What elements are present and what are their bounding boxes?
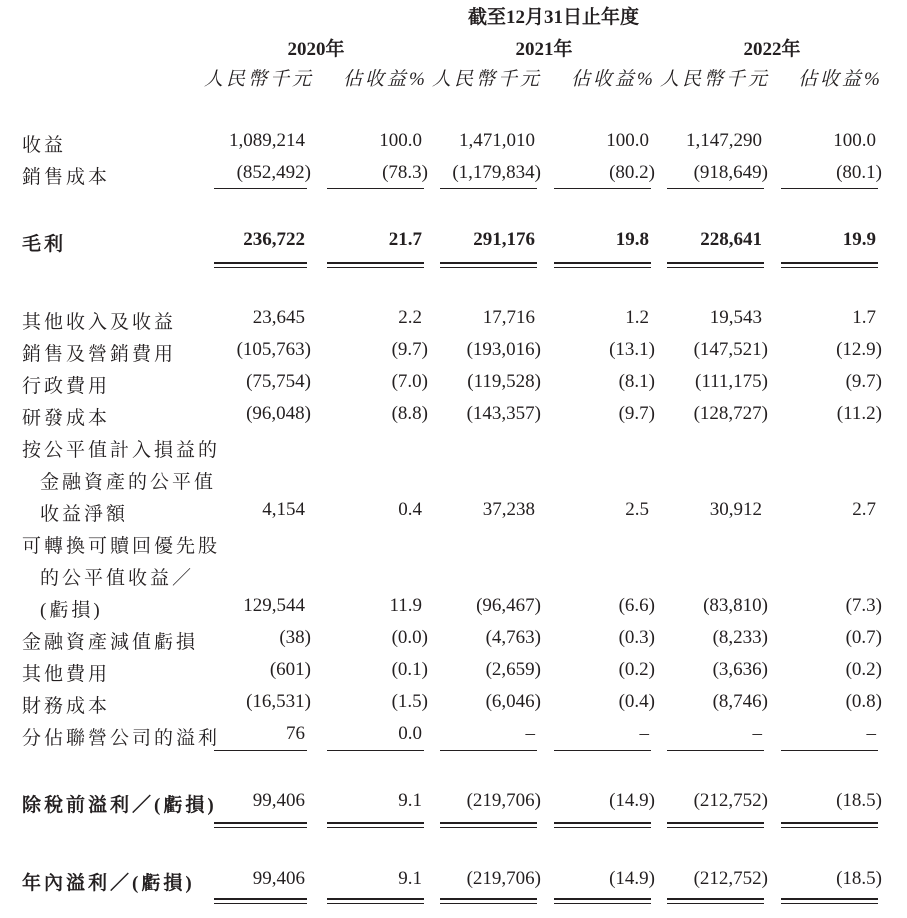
total-double-rule [667, 262, 764, 268]
cell-value: (18.5) [836, 868, 882, 889]
row-label: 的公平值收益／ [40, 568, 195, 589]
cell-value: 19,543 [709, 307, 762, 328]
cell-value: (0.7) [845, 627, 882, 648]
cell-value: 0.4 [398, 499, 422, 520]
cell-value: (7.0) [391, 371, 428, 392]
cell-value: 1,471,010 [459, 130, 535, 151]
cell-value: (7.3) [845, 595, 882, 616]
cell-value: (1.5) [391, 691, 428, 712]
total-double-rule [781, 898, 878, 904]
cell-value: (83,810) [703, 595, 768, 616]
cell-value: – [639, 723, 649, 744]
subtotal-rule [327, 750, 424, 751]
cell-value: 30,912 [709, 499, 762, 520]
row-label: 收益 [22, 135, 67, 156]
total-double-rule [214, 822, 307, 828]
subtotal-rule [440, 188, 537, 189]
cell-value: 100.0 [379, 130, 422, 151]
cell-value: 99,406 [252, 790, 305, 811]
subtotal-rule [667, 188, 764, 189]
cell-value: (18.5) [836, 790, 882, 811]
year-header-2021: 2021年 [515, 39, 573, 60]
row-label: 除稅前溢利／(虧損) [22, 795, 217, 816]
cell-value: (8.8) [391, 403, 428, 424]
cell-value: (0.3) [618, 627, 655, 648]
cell-value: (9.7) [391, 339, 428, 360]
cell-value: (147,521) [693, 339, 768, 360]
row-label: 金融資產減值虧損 [22, 632, 199, 653]
cell-value: (219,706) [466, 868, 541, 889]
cell-value: 1.2 [625, 307, 649, 328]
cell-value: 76 [286, 723, 305, 744]
cell-value: 1,147,290 [686, 130, 762, 151]
cell-value: (119,528) [467, 371, 541, 392]
row-label: 按公平值計入損益的 [22, 440, 221, 461]
cell-value: (852,492) [236, 162, 311, 183]
row-label: 銷售及營銷費用 [22, 344, 177, 365]
cell-value: 291,176 [473, 229, 535, 250]
cell-value: – [752, 723, 762, 744]
unit-rmb-2021: 人民幣千元 [432, 69, 543, 90]
cell-value: (38) [279, 627, 311, 648]
cell-value: (11.2) [836, 403, 882, 424]
cell-value: (96,048) [246, 403, 311, 424]
cell-value: (8.1) [618, 371, 655, 392]
cell-value: (78.3) [382, 162, 428, 183]
cell-value: 21.7 [388, 229, 422, 250]
total-double-rule [327, 262, 424, 268]
cell-value: (8,233) [712, 627, 768, 648]
cell-value: (0.0) [391, 627, 428, 648]
row-label: 行政費用 [22, 376, 111, 397]
total-double-rule [440, 262, 537, 268]
cell-value: 1,089,214 [229, 130, 305, 151]
cell-value: 100.0 [606, 130, 649, 151]
cell-value: (8,746) [712, 691, 768, 712]
cell-value: 9.1 [398, 868, 422, 889]
row-label: 其他費用 [22, 664, 111, 685]
cell-value: (2,659) [485, 659, 541, 680]
cell-value: (219,706) [466, 790, 541, 811]
subtotal-rule [781, 188, 878, 189]
cell-value: 228,641 [700, 229, 762, 250]
cell-value: (80.1) [836, 162, 882, 183]
row-label: 可轉換可贖回優先股 [22, 536, 221, 557]
row-label: 年內溢利／(虧損) [22, 873, 195, 894]
cell-value: (9.7) [845, 371, 882, 392]
row-label: 毛利 [22, 234, 67, 255]
cell-value: 11.9 [389, 595, 422, 616]
cell-value: 236,722 [243, 229, 305, 250]
row-label: 財務成本 [22, 696, 111, 717]
cell-value: (80.2) [609, 162, 655, 183]
cell-value: 19.8 [615, 229, 649, 250]
cell-value: (6.6) [618, 595, 655, 616]
cell-value: 37,238 [482, 499, 535, 520]
total-double-rule [440, 822, 537, 828]
total-double-rule [214, 898, 307, 904]
cell-value: 2.5 [625, 499, 649, 520]
subtotal-rule [327, 188, 424, 189]
cell-value: (212,752) [693, 790, 768, 811]
cell-value: (14.9) [609, 868, 655, 889]
cell-value: 9.1 [398, 790, 422, 811]
cell-value: – [866, 723, 876, 744]
cell-value: 99,406 [252, 868, 305, 889]
total-double-rule [554, 822, 651, 828]
cell-value: – [525, 723, 535, 744]
cell-value: (105,763) [236, 339, 311, 360]
cell-value: 2.2 [398, 307, 422, 328]
subtotal-rule [554, 188, 651, 189]
cell-value: 0.0 [398, 723, 422, 744]
cell-value: (3,636) [712, 659, 768, 680]
total-double-rule [781, 262, 878, 268]
cell-value: (16,531) [246, 691, 311, 712]
cell-value: (4,763) [485, 627, 541, 648]
subtotal-rule [214, 750, 307, 751]
row-label: 收益淨額 [40, 504, 129, 525]
total-double-rule [327, 898, 424, 904]
unit-pct-2022-rmb: 人民幣千元 [660, 69, 771, 90]
cell-value: 129,544 [243, 595, 305, 616]
cell-value: 1.7 [852, 307, 876, 328]
cell-value: 17,716 [482, 307, 535, 328]
cell-value: (143,357) [466, 403, 541, 424]
cell-value: 19.9 [842, 229, 876, 250]
row-label: 金融資產的公平值 [40, 472, 217, 493]
cell-value: (0.2) [845, 659, 882, 680]
cell-value: (96,467) [476, 595, 541, 616]
subtotal-rule [440, 750, 537, 751]
subtotal-rule [554, 750, 651, 751]
cell-value: (14.9) [609, 790, 655, 811]
cell-value: (212,752) [693, 868, 768, 889]
unit-pct-2021: 佔收益% [571, 69, 656, 90]
period-title: 截至12月31日止年度 [467, 7, 639, 28]
cell-value: (111,175) [695, 371, 768, 392]
year-header-2020: 2020年 [287, 39, 345, 60]
subtotal-rule [214, 188, 307, 189]
unit-pct-2022: 佔收益% [798, 69, 883, 90]
cell-value: (0.2) [618, 659, 655, 680]
year-header-2022: 2022年 [743, 39, 801, 60]
total-double-rule [781, 822, 878, 828]
total-double-rule [440, 898, 537, 904]
cell-value: (0.4) [618, 691, 655, 712]
cell-value: (193,016) [466, 339, 541, 360]
cell-value: (918,649) [693, 162, 768, 183]
subtotal-rule [781, 750, 878, 751]
total-double-rule [554, 262, 651, 268]
row-label: 研發成本 [22, 408, 111, 429]
cell-value: (9.7) [618, 403, 655, 424]
cell-value: (0.1) [391, 659, 428, 680]
cell-value: (1,179,834) [452, 162, 541, 183]
cell-value: (6,046) [485, 691, 541, 712]
cell-value: (13.1) [609, 339, 655, 360]
total-double-rule [667, 822, 764, 828]
subtotal-rule [667, 750, 764, 751]
cell-value: 100.0 [833, 130, 876, 151]
unit-rmb-2020: 人民幣千元 [204, 69, 315, 90]
unit-pct-2020: 佔收益% [343, 69, 428, 90]
cell-value: (601) [269, 659, 311, 680]
row-label: (虧損) [40, 600, 103, 621]
cell-value: (12.9) [836, 339, 882, 360]
total-double-rule [667, 898, 764, 904]
cell-value: (128,727) [693, 403, 768, 424]
total-double-rule [327, 822, 424, 828]
row-label: 其他收入及收益 [22, 312, 177, 333]
cell-value: 4,154 [262, 499, 305, 520]
cell-value: 23,645 [252, 307, 305, 328]
cell-value: (0.8) [845, 691, 882, 712]
cell-value: 2.7 [852, 499, 876, 520]
total-double-rule [214, 262, 307, 268]
row-label: 銷售成本 [22, 167, 111, 188]
cell-value: (75,754) [246, 371, 311, 392]
total-double-rule [554, 898, 651, 904]
row-label: 分佔聯營公司的溢利 [22, 728, 221, 749]
